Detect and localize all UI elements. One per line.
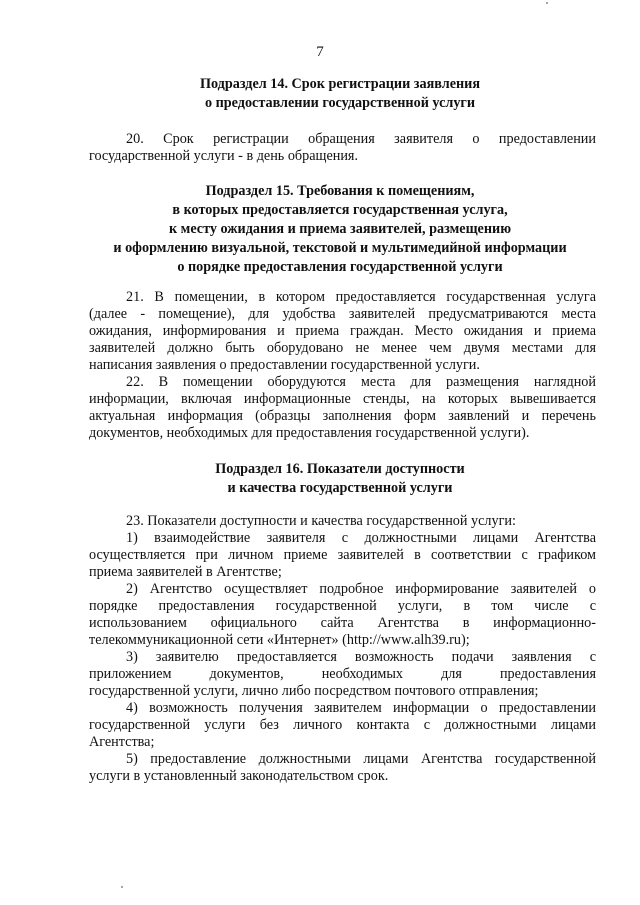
list-item-5 [89, 751, 596, 785]
text-line: 21. В помещении, в котором предоставляется государственная услуга [126, 289, 596, 305]
text-line: Агентства; [89, 734, 155, 750]
text-line: информации, включая информационные стенды, на которых вывешивается [89, 391, 596, 407]
text-line: государственной услуги, лично либо посредством почтового отправления; [89, 683, 539, 699]
text-line: 2) Агентство осуществляет подробное информирование заявителей о [126, 581, 596, 597]
list-item-4 [89, 700, 596, 751]
text-line: телекоммуникационной сети «Интернет» (http://www.alh39.ru); [89, 632, 470, 648]
text-line: использованием официального сайта Агентства в информационно- [89, 615, 596, 631]
paragraph-20 [89, 131, 596, 165]
text-line: 1) взаимодействие заявителя с должностными лицами Агентства [126, 530, 596, 546]
text-line: актуальная информация (образцы заполнения форм заявлений и перечень [89, 408, 596, 424]
heading-line: о порядке предоставления государственной услуги [177, 259, 503, 275]
text-line: ожидания, информирования и приема граждан. Место ожидания и приема [89, 323, 596, 339]
text-line: заявителей должно быть оборудовано не менее чем двумя местами для [89, 340, 596, 356]
text-line: приложением документов, необходимых для предоставления [89, 666, 596, 682]
text-line: 23. Показатели доступности и качества государственной услуги: [126, 513, 516, 529]
text-line: государственной услуги без личного контакта с должностными лицами [89, 717, 596, 733]
page-number: 7 [316, 44, 324, 60]
text-line: осуществляется при личном приеме заявителей в соответствии с графиком [89, 547, 596, 563]
section-15-heading [84, 182, 596, 277]
heading-line: о предоставлении государственной услуги [204, 95, 476, 111]
heading-line: Подраздел 16. Показатели доступности [215, 461, 465, 477]
text-line: написания заявления о предоставлении государственной услуги. [89, 357, 480, 373]
paragraph-21 [89, 289, 596, 374]
section-14-heading [84, 75, 596, 113]
text-line: 20. Срок регистрации обращения заявителя о предоставлении [126, 131, 596, 147]
text-line: приема заявителей в Агентстве; [89, 564, 282, 580]
text-line: 3) заявителю предоставляется возможность подачи заявления с [126, 649, 596, 665]
text-line: 4) возможность получения заявителем информации о предоставлении [126, 700, 596, 716]
heading-line: Подраздел 14. Срок регистрации заявления [199, 76, 481, 92]
text-line: государственной услуги - в день обращения. [89, 148, 359, 164]
heading-line: в которых предоставляется государственная услуга, [172, 202, 508, 218]
section-16-heading [84, 460, 596, 498]
list-item-2 [89, 581, 596, 649]
list-item-3 [89, 649, 596, 700]
text-line: услуги в установленный законодательством срок. [89, 768, 389, 784]
paragraph-22 [89, 374, 596, 442]
text-line: порядке предоставления государственной услуги, в том числе с [89, 598, 596, 614]
scan-speck [121, 886, 123, 888]
heading-line: и качества государственной услуги [227, 480, 453, 496]
paragraph-23 [89, 513, 596, 530]
heading-line: Подраздел 15. Требования к помещениям, [205, 183, 475, 199]
list-item-1 [89, 530, 596, 581]
text-line: документов, необходимых для предоставления государственной услуги). [89, 425, 530, 441]
text-line: 22. В помещении оборудуются места для размещения наглядной [126, 374, 596, 390]
scan-speck [546, 2, 548, 4]
text-line: 5) предоставление должностными лицами Агентства государственной [126, 751, 596, 767]
text-line: (далее - помещение), для удобства заявителей предусматриваются места [89, 306, 596, 322]
heading-line: и оформлению визуальной, текстовой и мультимедийной информации [113, 240, 567, 256]
heading-line: к месту ожидания и приема заявителей, размещению [168, 221, 512, 237]
